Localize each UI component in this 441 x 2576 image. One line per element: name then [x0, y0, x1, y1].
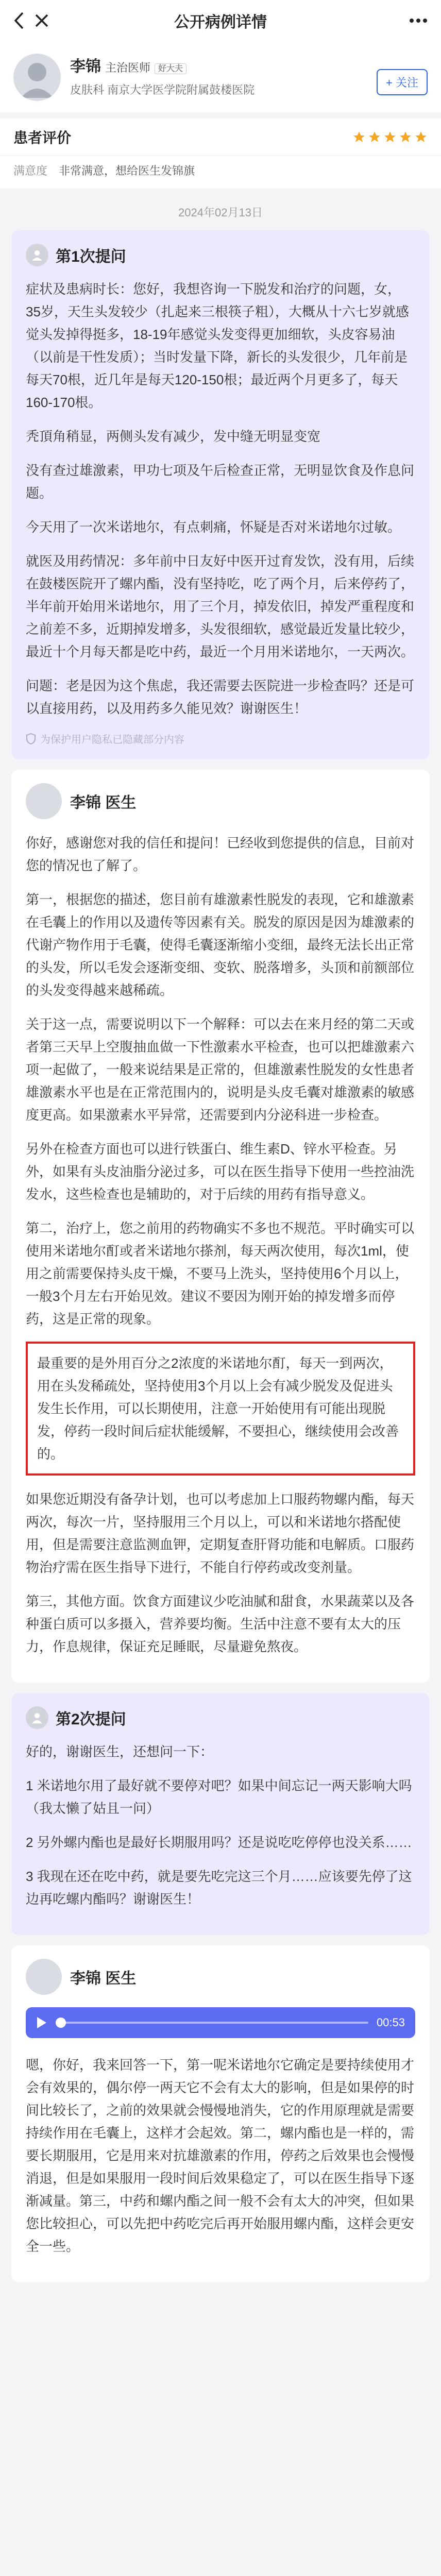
answer-card-1: [11, 770, 430, 1683]
question-title: 第1次提问: [56, 248, 126, 265]
rating-bar: [0, 118, 441, 156]
answer-doctor-header: [26, 1959, 415, 1995]
question-card-1: [11, 230, 430, 759]
question-paragraph: 秃頂角稍显，两侧头发有减少，发中缝无明显变宽: [26, 429, 321, 444]
doctor-name: 李锦: [70, 58, 101, 75]
more-icon[interactable]: [409, 18, 428, 23]
satisfaction-value: 非常满意，想给医生发锦旗: [59, 164, 195, 177]
question-paragraph: 1 米诺地尔用了最好就不要停对吧？如果中间忘记一两天影响大吗（我太懒了姑且一问）: [26, 1778, 412, 1816]
user-icon: [26, 1706, 48, 1729]
answer-card-2: [11, 1945, 430, 2282]
highlighted-answer-box: [26, 1342, 415, 1476]
question-paragraph: 没有查过雄激素，甲功七项及午后检查正常，无明显饮食及作息问题。: [26, 463, 415, 501]
doctor-avatar-small: [26, 783, 62, 819]
privacy-notice: [26, 731, 415, 746]
question-paragraph: 今天用了一次米诺地尔，有点刺痛，怀疑是否对米诺地尔过敏。: [26, 519, 401, 535]
close-icon[interactable]: [34, 13, 49, 28]
star-icon: [399, 130, 412, 144]
play-icon[interactable]: [36, 2016, 47, 2029]
doctor-avatar[interactable]: [13, 54, 61, 101]
star-icon: [383, 130, 397, 144]
rating-label: 患者评价: [13, 130, 72, 146]
question-header: [26, 244, 415, 266]
rating-stars: [352, 130, 428, 144]
top-bar-right: [409, 18, 428, 23]
doctor-hospital: 皮肤科 南京大学医学院附属鼓楼医院: [70, 83, 255, 96]
doctor-avatar-small: [26, 1959, 62, 1995]
user-icon: [26, 244, 48, 266]
answer-paragraph: 另外在检查方面也可以进行铁蛋白、维生素D、锌水平检查。另外，如果有头皮油脂分泌过多，可以在医生指导下使用一些控油洗发水，这些检查也是辅助的，对于后续的用药有指导意义。: [26, 1141, 415, 1202]
question-title: 第2次提问: [56, 1711, 126, 1728]
answer-doctor-name: 李锦 医生: [70, 794, 137, 811]
question-paragraph: 症状及患病时长：您好，我想咨询一下脱发和治疗的问题，女，35岁，天生头发较少（扎起来三根筷子粗），大概从十六七岁就感觉头发掉得挺多，18-19年感觉头发变得更加细软，头皮容易油（以前是干性发质）；当时发量下降，新长的头发很少，几年前是每天70根，近几年是每天120-150根；最近两个月更多了，每天160-170根。: [26, 281, 409, 410]
audio-progress-handle[interactable]: [56, 2018, 66, 2028]
page-title: 公开病例详情: [174, 14, 267, 31]
audio-duration: 00:53: [376, 2016, 405, 2029]
question-paragraph: 3 我现在还在吃中药，就是要先吃完这三个月……应该要先停了这边再吃螺内酯吗？谢谢医生！: [26, 1869, 412, 1907]
back-arrow-icon[interactable]: [13, 11, 25, 30]
doctor-role: 主治医师: [105, 61, 151, 74]
privacy-notice-text: 为保护用户隐私已隐藏部分内容: [40, 734, 184, 745]
doctor-info: [70, 54, 367, 97]
satisfaction-row: [0, 156, 441, 189]
star-icon: [352, 130, 366, 144]
question-card-2: [11, 1693, 430, 1935]
doctor-name-line: [70, 54, 367, 76]
answer-paragraph-highlighted: 最重要的是外用百分之2浓度的米诺地尔酊，每天一到两次，用在头发稀疏处，坚持使用3个月以上会有减少脱发及促进头发生长作用，可以长期使用，注意一开始使用有可能出现脱发，停药一段时间后症状能缓解，不要担心，继续使用会改善的。: [37, 1355, 399, 1462]
consult-date: 2024年02月13日: [178, 206, 263, 219]
follow-button[interactable]: + 关注: [377, 69, 428, 95]
answer-paragraph: 关于这一点，需要说明以下一个解释：可以去在来月经的第二天或者第三天早上空腹抽血做一下性激素水平检查，也可以把雄激素六项一起做了，一般来说结果是正常的，但雄激素性脱发的女性患者雄激素水平也是在正常范围内的，说明是头皮毛囊对雄激素的敏感度更高。如果激素水平异常，还需要到内分泌科进一步检查。: [26, 1016, 415, 1123]
question-header: [26, 1706, 415, 1729]
audio-progress-track[interactable]: [56, 2022, 368, 2024]
answer-doctor-header: [26, 783, 415, 819]
question-paragraph: 2 另外螺内酯也是最好长期服用吗？还是说吃吃停停也没关系……: [26, 1835, 412, 1850]
doctor-header: [0, 41, 441, 112]
answer-paragraph: 你好，感谢您对我的信任和提问！已经收到您提供的信息，目前对您的情况也了解了。: [26, 835, 415, 873]
question-paragraph: 问题：老是因为这个焦虑，我还需要去医院进一步检查吗？还是可以直接用药，以及用药多久能见效？谢谢医生！: [26, 678, 415, 716]
star-icon: [368, 130, 381, 144]
doctor-tag: 好大夫: [155, 63, 186, 74]
answer-paragraph: 第一，根据您的描述，您目前有雄激素性脱发的表现，它和雄激素在毛囊上的作用以及遗传等因素有关。脱发的原因是因为雄激素的代谢产物作用于毛囊，使得毛囊逐渐缩小变细，最终无法长出正常的头发，所以毛发会逐渐变细、变软、脱落增多，头顶和前额部位的头发变得越来越稀疏。: [26, 892, 415, 998]
answer-paragraph: 第三，其他方面。饮食方面建议少吃油腻和甜食，水果蔬菜以及各种蛋白质可以多摄入，营养要均衡。生活中注意不要有太大的压力，作息规律，保证充足睡眠，尽量避免熬夜。: [26, 1594, 415, 1654]
question-paragraph: 好的，谢谢医生，还想问一下：: [26, 1744, 214, 1759]
question-paragraph: 就医及用药情况：多年前中日友好中医开过育发饮，没有用，后续在鼓楼医院开了螺内酯，没有坚持吃，吃了两个月，后来停药了，半年前开始用米诺地尔，用了三个月，掉发依旧，掉发严重程度和之前差不多，近期掉发增多，头发很细软，感觉最近发量比较少，最近十个月每天都是吃中药，最近一个月用米诺地尔，一天两次。: [26, 553, 415, 659]
top-bar: [0, 0, 441, 41]
answer-paragraph: 如果您近期没有备孕计划，也可以考虑加上口服药物螺内酯，每天两次，每次一片，坚持服用三个月以上，可以和米诺地尔搭配使用，但是需要注意监测血钾，定期复查肝肾功能和电解质。口服药物治疗需在医生指导下进行，不能自行停药或改变剂量。: [26, 1492, 415, 1575]
answer-doctor-name: 李锦 医生: [70, 1970, 137, 1987]
answer-paragraph: 第二，治疗上，您之前用的药物确实不多也不规范。平时确实可以使用米诺地尔酊或者米诺地尔搽剂，每天两次使用，每次1ml，使用之前需要保持头皮干燥，不要马上洗头，坚持使用6个月以上，一般3个月左右开始见效。建议不要因为刚开始的掉发增多而停药，这是正常的现象。: [26, 1221, 415, 1327]
answer-paragraph: 嗯，你好，我来回答一下，第一呢米诺地尔它确定是要持续使用才会有效果的，偶尔停一两天它不会有太大的影响，但是如果停的时间比较长了，之前的效果就会慢慢地消失，它的作用原理就是需要持续作用在毛囊上，这样才会起效。第二，螺内酯也是一样的，需要长期服用，它是用来对抗雄激素的作用，停药之后效果也会慢慢消退，但是如果服用一段时间后效果稳定了，可以在医生指导下逐渐减量。第三，中药和螺内酯之间一般不会有太大的冲突，但如果您比较担心，可以先把中药吃完后再开始服用螺内酯，这样会更安全一些。: [26, 2057, 415, 2254]
shield-icon: [26, 733, 36, 744]
top-bar-left: [13, 11, 49, 30]
satisfaction-label: 满意度: [13, 164, 48, 177]
star-icon: [414, 130, 428, 144]
audio-player[interactable]: [26, 2007, 415, 2038]
